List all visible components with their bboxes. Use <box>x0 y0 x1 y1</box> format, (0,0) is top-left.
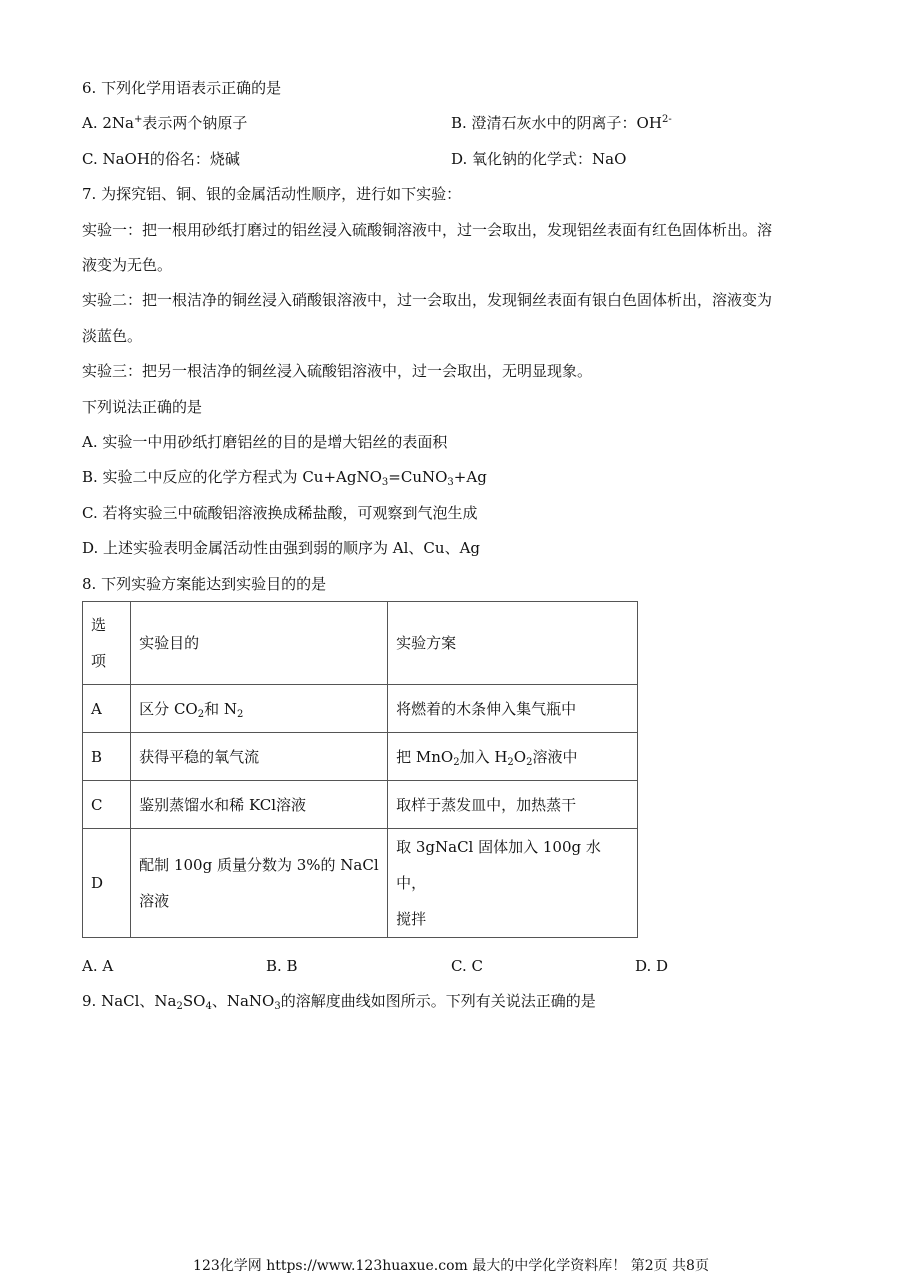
header-option: 选 项 <box>83 602 131 685</box>
row-c-purpose: 鉴别蒸馏水和稀 KCl溶液 <box>131 781 388 829</box>
header-plan: 实验方案 <box>388 602 638 685</box>
row-b-plan: 把 MnO$_2$加入 $H_2O_2$溶液中 <box>388 733 638 781</box>
row-a-plan: 将燃着的木条伸入集气瓶中 <box>388 685 638 733</box>
table-row <box>83 781 638 829</box>
q6-option-c: C. NaOH的俗名：烧碱 <box>82 150 240 168</box>
q6-option-d: D. 氧化钠的化学式：NaO <box>451 150 627 168</box>
table-row <box>83 829 638 938</box>
q8-answer-b: B. B <box>266 957 298 975</box>
row-d-purpose: 配制 100g 质量分数为 3%的 NaCl 溶液 <box>131 829 388 938</box>
header-purpose: 实验目的 <box>131 602 388 685</box>
q8-table <box>82 601 638 938</box>
table-row <box>83 685 638 733</box>
q7-option-b: B. 实验二中反应的化学方程式为 Cu+AgNO$_3$=CuNO$_3$+Ag <box>82 468 487 488</box>
q7-exp1-line1: 实验一：把一根用砂纸打磨过的铝丝浸入硫酸铜溶液中，过一会取出，发现铝丝表面有红色固体析出。溶 <box>82 221 773 239</box>
q8-answer-c: C. C <box>451 957 483 975</box>
q7-exp2-line1: 实验二：把一根洁净的铜丝浸入硝酸银溶液中，过一会取出，发现铜丝表面有银白色固体析出，溶液变为 <box>82 291 773 309</box>
table-header-row <box>83 602 638 685</box>
q7-option-a: A. 实验一中用砂纸打磨铝丝的目的是增大铝丝的表面积 <box>82 433 448 451</box>
q7-option-d: D. 上述实验表明金属活动性由强到弱的顺序为 Al、Cu、Ag <box>82 539 481 557</box>
q7-stem: 7. 为探究铝、铜、银的金属活动性顺序，进行如下实验： <box>82 185 462 203</box>
q7-exp1-line2: 液变为无色。 <box>82 256 173 274</box>
row-b-purpose: 获得平稳的氧气流 <box>131 733 388 781</box>
q6-stem: 6. 下列化学用语表示正确的是 <box>82 79 282 97</box>
q8-stem: 8. 下列实验方案能达到实验目的的是 <box>82 575 327 593</box>
row-b-option: B <box>83 733 131 781</box>
q8-answer-d: D. D <box>635 957 669 975</box>
row-d-plan: 取 3gNaCl 固体加入 100g 水中， 搅拌 <box>388 829 638 938</box>
table-row <box>83 733 638 781</box>
q7-option-c: C. 若将实验三中硫酸铝溶液换成稀盐酸，可观察到气泡生成 <box>82 504 478 522</box>
row-a-purpose: 区分 $CO_2$和 $N_2$ <box>131 685 388 733</box>
row-c-option: C <box>83 781 131 829</box>
q6-option-b: B. 澄清石灰水中的阴离子：$OH^{2-}$ <box>451 114 672 132</box>
q7-exp2-line2: 淡蓝色。 <box>82 327 143 345</box>
row-d-option: D <box>83 829 131 938</box>
q6-option-a: A. 2Na+表示两个钠原子 <box>82 114 248 132</box>
q7-ask: 下列说法正确的是 <box>82 398 203 416</box>
q8-answer-a: A. A <box>82 957 114 975</box>
row-c-plan: 取样于蒸发皿中，加热蒸干 <box>388 781 638 829</box>
q7-exp3: 实验三：把另一根洁净的铜丝浸入硫酸铝溶液中，过一会取出，无明显现象。 <box>82 362 593 380</box>
row-a-option: A <box>83 685 131 733</box>
q9-stem: 9. NaCl、$Na_2SO_4$、NaNO$_3$的溶解度曲线如图所示。下列有关说法正确的是 <box>82 992 596 1012</box>
page-footer: 123化学网 https://www.123huaxue.com 最大的中学化学资料库！ 第2页 共8页 <box>193 1258 709 1274</box>
